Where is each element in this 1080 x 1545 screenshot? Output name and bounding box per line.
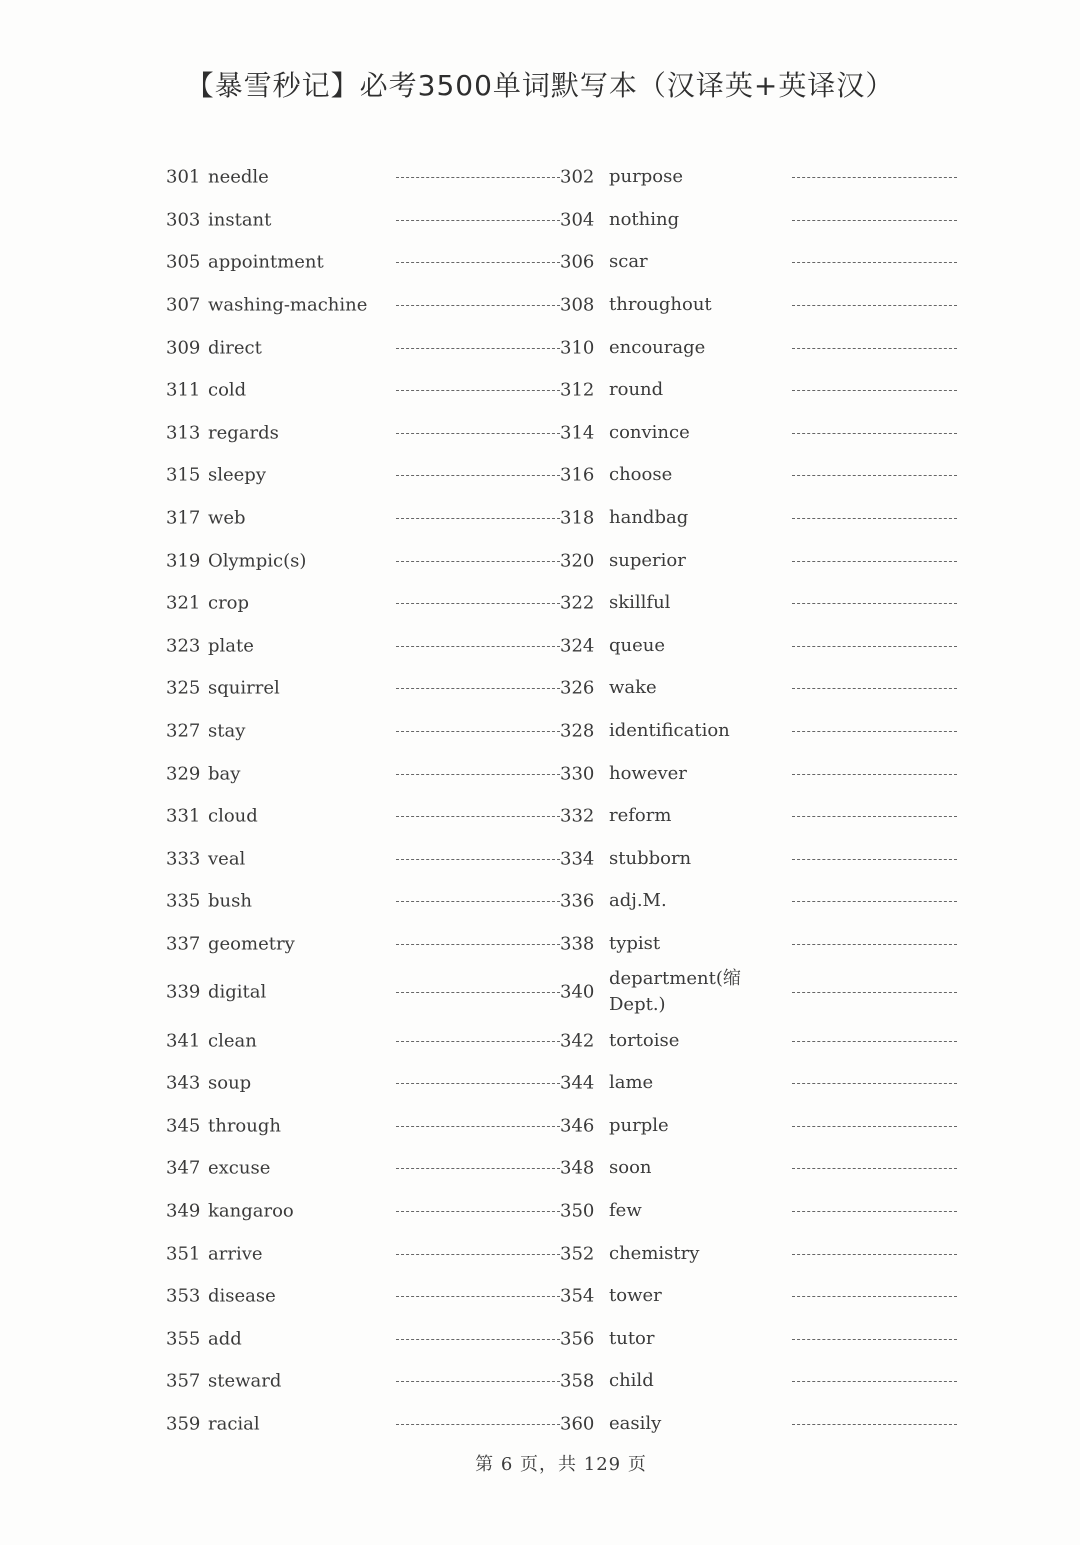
word-number: 316 <box>560 464 595 486</box>
word-number: 345 <box>166 1115 201 1137</box>
english-word: identification <box>609 720 730 742</box>
english-word: needle <box>208 166 269 188</box>
english-word: veal <box>208 848 246 870</box>
english-word: typist <box>609 932 661 954</box>
word-number: 337 <box>166 933 201 955</box>
word-number: 317 <box>166 507 201 529</box>
word-row <box>166 454 966 497</box>
word-number: 311 <box>166 379 201 401</box>
english-word: bay <box>208 763 241 785</box>
answer-blank-line <box>792 1041 957 1042</box>
answer-blank-line <box>792 816 957 817</box>
word-number: 308 <box>560 294 595 316</box>
page-title: 【暴雪秒记】必考3500单词默写本（汉译英+英译汉） <box>185 69 895 102</box>
answer-blank-line <box>792 390 957 391</box>
word-row <box>166 710 966 753</box>
english-word: purple <box>609 1114 669 1136</box>
word-number: 328 <box>560 720 595 742</box>
answer-blank-line <box>792 1211 957 1212</box>
english-word: queue <box>609 634 666 656</box>
word-list <box>166 156 966 1445</box>
english-word: encourage <box>609 336 706 358</box>
answer-blank-line <box>396 774 560 775</box>
word-number: 360 <box>560 1413 595 1435</box>
english-word: geometry <box>208 933 295 955</box>
english-word: tortoise <box>609 1029 680 1051</box>
english-word: skillful <box>609 592 671 614</box>
english-word: lame <box>609 1072 654 1094</box>
english-word: department(缩 Dept.) <box>609 968 741 1016</box>
answer-blank-line <box>792 561 957 562</box>
word-number: 343 <box>166 1072 201 1094</box>
english-word: easily <box>609 1412 662 1434</box>
word-number: 349 <box>166 1200 201 1222</box>
word-row <box>166 1232 966 1275</box>
answer-blank-line <box>396 1126 560 1127</box>
answer-blank-line <box>396 816 560 817</box>
answer-blank-line <box>792 220 957 221</box>
word-row <box>166 1360 966 1403</box>
english-word: regards <box>208 422 279 444</box>
english-word: digital <box>208 981 267 1003</box>
answer-blank-line <box>396 1296 560 1297</box>
word-number: 338 <box>560 933 595 955</box>
english-word: bush <box>208 890 252 912</box>
english-word: Olympic(s) <box>208 550 307 572</box>
english-word: instant <box>208 209 272 231</box>
word-number: 304 <box>560 209 595 231</box>
english-word: soon <box>609 1157 652 1179</box>
answer-blank-line <box>396 731 560 732</box>
answer-blank-line <box>792 688 957 689</box>
english-word: superior <box>609 549 686 571</box>
answer-blank-line <box>396 390 560 391</box>
word-row <box>166 199 966 242</box>
word-row <box>166 880 966 923</box>
english-word: adj.M. <box>609 890 667 912</box>
word-number: 357 <box>166 1370 201 1392</box>
english-word: convince <box>609 421 690 443</box>
answer-blank-line <box>396 433 560 434</box>
word-number: 332 <box>560 805 595 827</box>
word-row <box>166 625 966 668</box>
answer-blank-line <box>792 1296 957 1297</box>
english-word: crop <box>208 592 250 614</box>
english-word: nothing <box>609 208 680 230</box>
word-row <box>166 241 966 284</box>
word-number: 355 <box>166 1328 201 1350</box>
english-word: cloud <box>208 805 258 827</box>
english-word: wake <box>609 677 657 699</box>
word-number: 342 <box>560 1030 595 1052</box>
answer-blank-line <box>792 348 957 349</box>
answer-blank-line <box>396 1339 560 1340</box>
english-word: purpose <box>609 166 683 188</box>
english-word: scar <box>609 251 648 273</box>
answer-blank-line <box>396 220 560 221</box>
english-word: however <box>609 762 687 784</box>
answer-blank-line <box>396 475 560 476</box>
english-word: choose <box>609 464 673 486</box>
word-row <box>166 795 966 838</box>
word-number: 325 <box>166 677 201 699</box>
word-row <box>166 1019 966 1062</box>
english-word: chemistry <box>609 1242 700 1264</box>
english-word: handbag <box>609 507 689 529</box>
english-word: stubborn <box>609 847 692 869</box>
word-row <box>166 284 966 327</box>
answer-blank-line <box>396 1254 560 1255</box>
answer-blank-line <box>792 1424 957 1425</box>
word-row <box>166 1104 966 1147</box>
word-number: 348 <box>560 1157 595 1179</box>
word-number: 314 <box>560 422 595 444</box>
word-number: 353 <box>166 1285 201 1307</box>
english-word: through <box>208 1115 281 1137</box>
english-word: kangaroo <box>208 1200 294 1222</box>
word-row <box>166 539 966 582</box>
word-number: 312 <box>560 379 595 401</box>
english-word: squirrel <box>208 677 280 699</box>
word-number: 336 <box>560 890 595 912</box>
word-number: 309 <box>166 337 201 359</box>
answer-blank-line <box>396 1381 560 1382</box>
word-number: 330 <box>560 763 595 785</box>
answer-blank-line <box>792 992 957 993</box>
word-number: 339 <box>166 981 201 1003</box>
english-word: stay <box>208 720 246 742</box>
english-word: tower <box>609 1285 662 1307</box>
word-number: 302 <box>560 166 595 188</box>
word-row <box>166 326 966 369</box>
answer-blank-line <box>792 1339 957 1340</box>
word-number: 359 <box>166 1413 201 1435</box>
english-word: washing-machine <box>208 294 368 316</box>
english-word: throughout <box>609 294 712 316</box>
answer-blank-line <box>792 603 957 604</box>
answer-blank-line <box>396 348 560 349</box>
answer-blank-line <box>396 1168 560 1169</box>
answer-blank-line <box>396 688 560 689</box>
english-word: excuse <box>208 1157 271 1179</box>
answer-blank-line <box>396 992 560 993</box>
answer-blank-line <box>792 1126 957 1127</box>
word-number: 341 <box>166 1030 201 1052</box>
answer-blank-line <box>396 262 560 263</box>
word-number: 313 <box>166 422 201 444</box>
word-number: 322 <box>560 592 595 614</box>
english-word: racial <box>208 1413 260 1435</box>
word-number: 347 <box>166 1157 201 1179</box>
english-word: steward <box>208 1370 282 1392</box>
answer-blank-line <box>396 1041 560 1042</box>
english-word: appointment <box>208 251 324 273</box>
word-row <box>166 1317 966 1360</box>
word-row <box>166 582 966 625</box>
word-number: 333 <box>166 848 201 870</box>
english-word: web <box>208 507 246 529</box>
answer-blank-line <box>792 1381 957 1382</box>
answer-blank-line <box>396 305 560 306</box>
answer-blank-line <box>396 603 560 604</box>
answer-blank-line <box>396 646 560 647</box>
word-number: 303 <box>166 209 201 231</box>
word-row <box>166 923 966 966</box>
answer-blank-line <box>792 433 957 434</box>
answer-blank-line <box>792 1083 957 1084</box>
answer-blank-line <box>792 859 957 860</box>
word-row <box>166 369 966 412</box>
english-word: add <box>208 1328 242 1350</box>
answer-blank-line <box>792 262 957 263</box>
word-number: 307 <box>166 294 201 316</box>
word-row <box>166 1062 966 1105</box>
answer-blank-line <box>396 1083 560 1084</box>
word-row <box>166 965 966 1019</box>
english-word: sleepy <box>208 464 266 486</box>
answer-blank-line <box>396 944 560 945</box>
word-row <box>166 752 966 795</box>
answer-blank-line <box>792 944 957 945</box>
word-row <box>166 1147 966 1190</box>
word-number: 358 <box>560 1370 595 1392</box>
english-word: disease <box>208 1285 276 1307</box>
english-word: soup <box>208 1072 252 1094</box>
english-word: reform <box>609 805 672 827</box>
word-number: 350 <box>560 1200 595 1222</box>
word-row <box>166 838 966 881</box>
word-number: 305 <box>166 251 201 273</box>
word-row <box>166 156 966 199</box>
answer-blank-line <box>396 901 560 902</box>
word-number: 335 <box>166 890 201 912</box>
page-number: 第 6 页，共 129 页 <box>475 1454 647 1475</box>
answer-blank-line <box>792 305 957 306</box>
word-number: 319 <box>166 550 201 572</box>
answer-blank-line <box>792 1254 957 1255</box>
word-number: 351 <box>166 1243 201 1265</box>
answer-blank-line <box>792 774 957 775</box>
word-number: 320 <box>560 550 595 572</box>
answer-blank-line <box>396 1211 560 1212</box>
word-number: 334 <box>560 848 595 870</box>
english-word: tutor <box>609 1327 655 1349</box>
word-row <box>166 1403 966 1446</box>
english-word: plate <box>208 635 254 657</box>
answer-blank-line <box>396 177 560 178</box>
answer-blank-line <box>792 646 957 647</box>
word-number: 306 <box>560 251 595 273</box>
word-number: 354 <box>560 1285 595 1307</box>
word-number: 315 <box>166 464 201 486</box>
english-word: child <box>609 1370 654 1392</box>
word-number: 346 <box>560 1115 595 1137</box>
word-row <box>166 667 966 710</box>
word-number: 327 <box>166 720 201 742</box>
word-number: 352 <box>560 1243 595 1265</box>
word-number: 329 <box>166 763 201 785</box>
answer-blank-line <box>792 901 957 902</box>
word-number: 324 <box>560 635 595 657</box>
word-number: 356 <box>560 1328 595 1350</box>
english-word: few <box>609 1199 642 1221</box>
answer-blank-line <box>396 518 560 519</box>
english-word: cold <box>208 379 247 401</box>
word-number: 344 <box>560 1072 595 1094</box>
english-word: clean <box>208 1030 257 1052</box>
answer-blank-line <box>396 1424 560 1425</box>
word-number: 323 <box>166 635 201 657</box>
english-word: arrive <box>208 1243 263 1265</box>
answer-blank-line <box>792 518 957 519</box>
word-number: 301 <box>166 166 201 188</box>
word-row <box>166 412 966 455</box>
english-word: direct <box>208 337 262 359</box>
word-number: 321 <box>166 592 201 614</box>
word-number: 331 <box>166 805 201 827</box>
english-word: round <box>609 379 664 401</box>
answer-blank-line <box>792 475 957 476</box>
word-row <box>166 1190 966 1233</box>
answer-blank-line <box>792 177 957 178</box>
word-row <box>166 497 966 540</box>
answer-blank-line <box>396 561 560 562</box>
word-number: 310 <box>560 337 595 359</box>
word-number: 318 <box>560 507 595 529</box>
answer-blank-line <box>792 1168 957 1169</box>
word-row <box>166 1275 966 1318</box>
answer-blank-line <box>792 731 957 732</box>
word-number: 326 <box>560 677 595 699</box>
answer-blank-line <box>396 859 560 860</box>
word-number: 340 <box>560 981 595 1003</box>
